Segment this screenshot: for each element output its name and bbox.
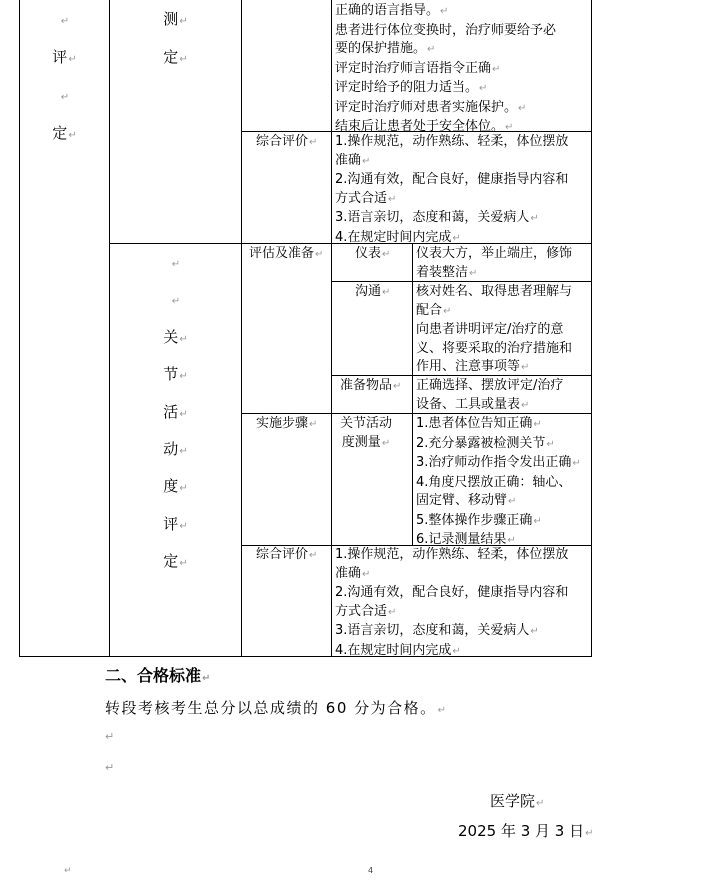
page-number: 4 [368,866,374,875]
prep-item-label-communication: 沟通 ↵ [355,283,390,303]
steps-label: 实施步骤 ↵ [256,415,317,435]
cell-col3-line1 [331,0,332,244]
empty-paragraph: ↵ [105,730,115,743]
prep-item-label-supplies: 准备物品 ↵ [340,377,401,397]
prep-item-text-communication: 核对姓名、取得患者理解与 配合 ↵ 向患者讲明评定/治疗的意 义、将要采取的治疗措施和 作用、注意事项等 ↵ [416,283,572,378]
signature-date: 2025 年 3 月 3 日 ↵ [458,820,594,845]
steps-sub-label: 关节活动 度测量 ↵ [340,415,392,453]
section2-title: ↵ ↵ 关 ↵ 节 ↵ 活 ↵ 动 ↵ 度 ↵ 评 ↵ 定 ↵ [109,244,242,581]
section2-overall-label: 综合评价 ↵ [256,546,317,566]
footer-paragraph-mark: ↵ [64,866,72,876]
section1-steps-text: 正确的语言指导。 ↵ 患者进行体位变换时，治疗师要给予必 要的保护措施。 ↵ 评定时治疗师言语指令正确 ↵ 评定时给予的阻力适当。 ↵ 评定时治疗师对患者实施保护。 ↵ 结束后让患者处于安全体位。 ↵ [335,2,556,138]
section1-overall-text: 1.操作规范，动作熟练、轻柔，体位摆放 准确 ↵ 2.沟通有效，配合良好，健康指导内容和 方式合适 ↵ 3.语言亲切，态度和蔼，关爱病人 ↵ 4.在规定时间内完成 ↵ [335,133,568,248]
prep-item-text-appearance: 仪表大方，举止端庄，修饰 着装整洁 ↵ [416,245,572,283]
empty-paragraph: ↵ [105,761,115,774]
section2-overall-text: 1.操作规范，动作熟练、轻柔，体位摆放 准确 ↵ 2.沟通有效，配合良好，健康指导内容和 方式合适 ↵ 3.语言亲切，态度和蔼，关爱病人 ↵ 4.在规定时间内完成 ↵ [335,546,568,661]
standard-heading: 二、合格标准 ↵ [105,665,210,690]
standard-text: 转段考核考生总分以总成绩的 60 分为合格。 ↵ [105,697,448,722]
signature-org: 医学院 ↵ [490,790,544,815]
cell-col4-line [412,243,413,546]
section1-title: 测 ↵ 定 ↵ [109,0,242,76]
steps-text: 1.患者体位告知正确 ↵ 2.充分暴露被检测关节 ↵ 3.治疗师动作指令发出正确 ↵ 4.角度尺摆放正确：轴心、 固定臂、移动臂 ↵ 5.整体操作步骤正确 ↵ 6.记录测量结果 ↵ [416,415,581,551]
prep-item-label-appearance: 仪表 ↵ [355,245,390,265]
section1-overall-label: 综合评价 ↵ [256,133,317,153]
prep-label: 评估及准备 ↵ [249,245,323,265]
prep-item-text-supplies: 正确选择、摆放评定/治疗 设备、工具或量表 ↵ [416,377,563,415]
cell-col3-line2 [331,243,332,657]
category-label-evaluation: ↵ 评 ↵ ↵ 定 ↵ [19,0,110,152]
